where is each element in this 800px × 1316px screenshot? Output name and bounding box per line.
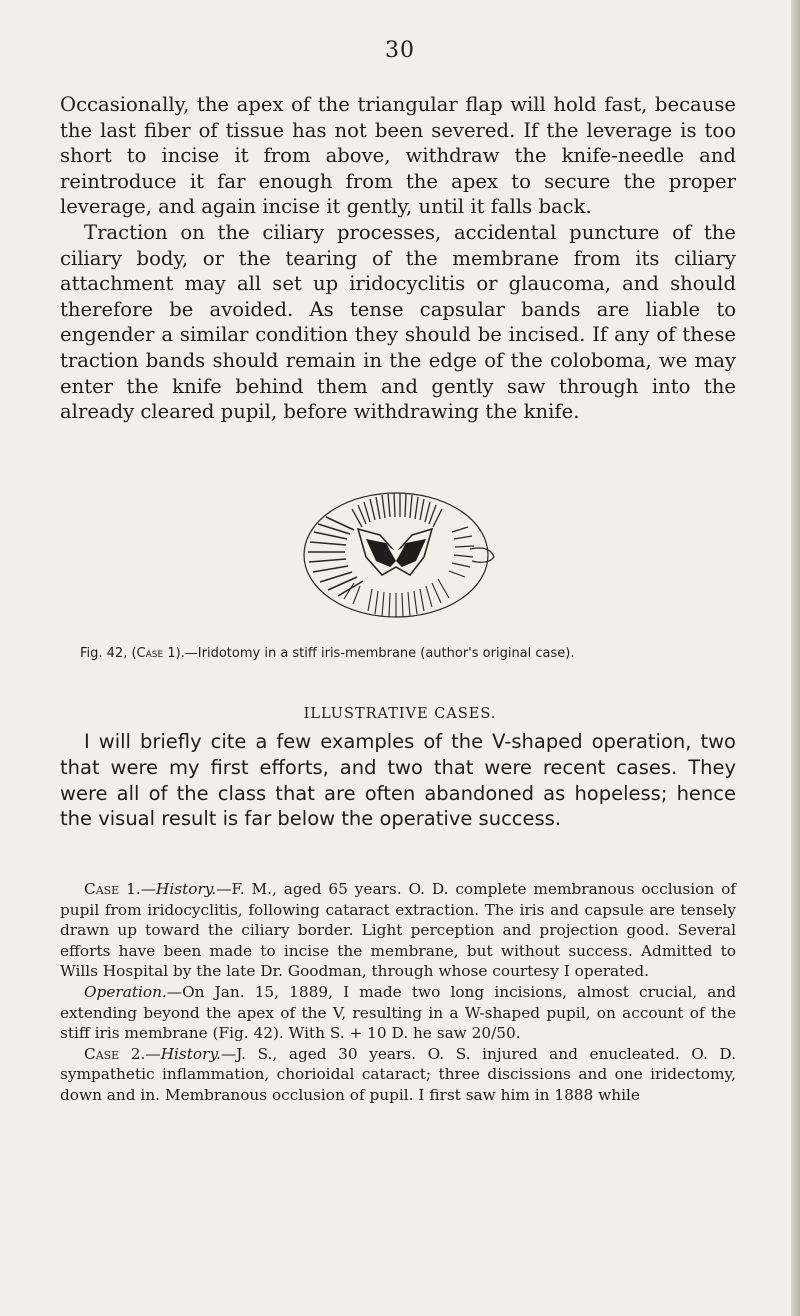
case-heading: Operation. — [84, 982, 167, 1001]
case-heading: History. — [156, 880, 217, 898]
caption-text: 1).—Iridotomy in a stiff iris-membrane (author's original case). — [163, 646, 575, 661]
page-edge-shadow — [791, 0, 800, 1316]
case-number: 2.— — [119, 1044, 161, 1063]
figure-caption — [60, 644, 736, 664]
case-paragraph — [60, 879, 736, 982]
case-paragraph — [60, 982, 736, 1044]
paragraph: Traction on the ciliary processes, accidental puncture of the ciliary body, or the tearing of the membrane from its ciliary attachment may all set up iridocyclitis or glaucoma, and should therefore be avoided. As tense capsular bands are liable to engender a similar condition they should be incised. If any of these traction bands should remain in the edge of the coloboma, we may enter the knife behind them and gently saw through into the already cleared pupil, before withdrawing the knife. — [60, 220, 736, 424]
caption-label: Fig. 42, ( — [80, 646, 137, 661]
case-number: 1.— — [119, 880, 156, 898]
body-text — [60, 92, 736, 425]
page-number: 30 — [385, 38, 415, 63]
case-text: —F. M., aged 65 years. O. D. complete membranous occlusion of pupil from iridocyclitis, following cataract extraction. The iris and capsule are tensely drawn up toward the ciliary border. Light perception and projection good. Several efforts have been made to incise the membrane, but without success. Admitted to Wills Hospital by the late Dr. Goodman, through whose courtesy I operated. — [60, 880, 736, 981]
paragraph: Occasionally, the apex of the triangular flap will hold fast, because the last fiber of tissue has not been severed. If the leverage is too short to incise it from above, withdraw the knife-needle and reintroduce it far enough from the apex to secure the proper leverage, and again incise it gently, until it falls back. — [60, 93, 736, 219]
case-heading: History. — [160, 1044, 221, 1063]
case-text: —On Jan. 15, 1889, I made two long incisions, almost crucial, and extending beyond the apex of the V, resulting in a W-shaped pupil, on account of the stiff iris membrane (Fig. 42). With S. + 10 D. he saw 20/50. — [60, 982, 736, 1043]
case-text: —J. S., aged 30 years. O. S. injured and enucleated. O. D. sympathetic inflammation, chorioidal cataract; three discissions and one iridectomy, down and in. Membranous occlusion of pupil. I first saw him in 1888 while — [60, 1044, 736, 1104]
iridotomy-figure — [292, 487, 518, 625]
case-label: Case — [84, 880, 120, 898]
case-reports — [60, 879, 736, 1106]
intro-paragraph: I will briefly cite a few examples of the V-shaped operation, two that were my first efforts, and two that were recent cases. They were all of the class that are often abandoned as hopeless; hence the visual result is far below the operative success. — [60, 730, 736, 831]
caption-case: Case — [136, 646, 164, 661]
eye-illustration — [292, 487, 518, 625]
case-label: Case — [84, 1044, 120, 1063]
case-paragraph — [60, 1044, 736, 1106]
section-heading: ILLUSTRATIVE CASES. — [303, 706, 497, 722]
